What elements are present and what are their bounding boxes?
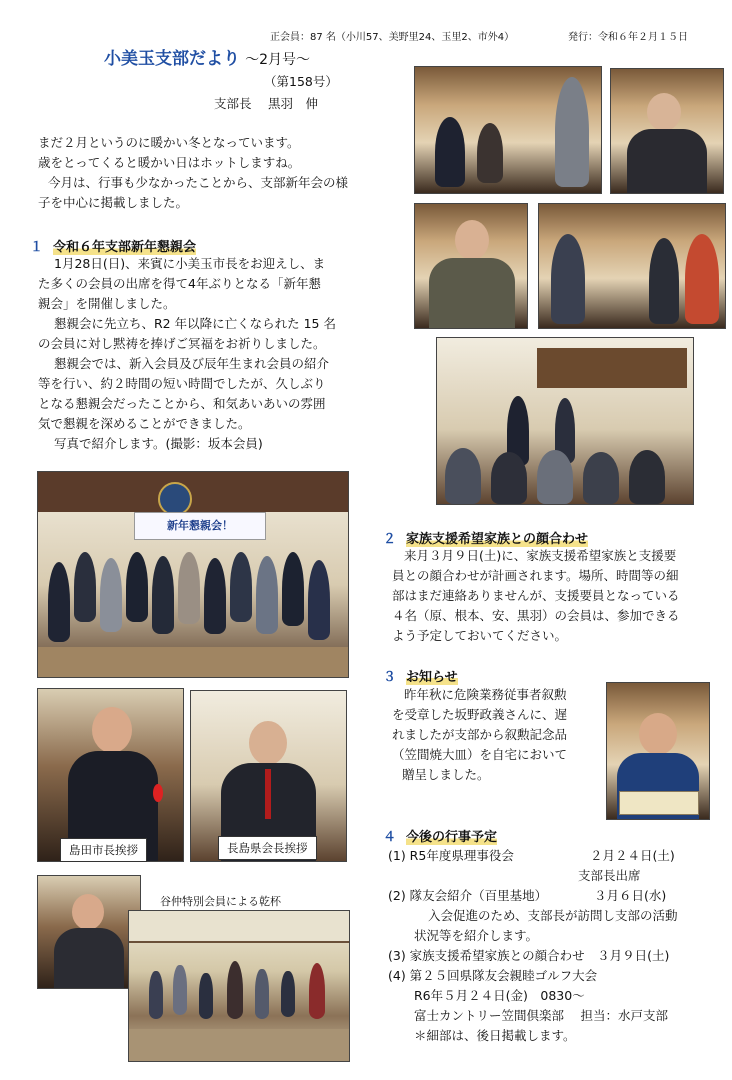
person [555,77,589,187]
person [435,117,465,187]
body-line: 写真で紹介します。(撮影：坂本会員) [54,436,263,451]
body-line: 員との顔合わせが計画されます。場所、時間等の細 [392,568,679,583]
section-number: ３ [383,670,397,685]
schedule-item-2-note: 状況等を紹介します。 [414,928,539,943]
schedule-item-2-note: 入会促進のため、支部長が訪問し支部の活動 [428,908,678,923]
person [178,552,200,624]
person [126,552,148,622]
body-line: 来月３月９日(土)に、家族支援希望家族と支援要 [404,548,677,563]
person [256,556,278,634]
schedule-item-2: (2) 隊友会紹介（百里基地） [388,888,548,903]
section1-body [38,254,368,454]
group-people [48,552,338,642]
person [149,971,163,1019]
schedule-item-1: (1) R5年度県理事役会 [388,848,514,863]
speaker-face [92,707,132,753]
party-photo-4 [538,203,726,329]
schedule-item-3: (3) 家族支援希望家族との顔合わせ ３月９日(土) [388,948,670,963]
gift-box [619,791,699,815]
intro-line: 子を中心に掲載しました。 [38,195,189,210]
person [308,560,330,640]
recipient-face [639,713,677,755]
person [173,965,187,1015]
section-number: １ [30,240,44,255]
intro-text [38,133,368,213]
person [491,452,527,504]
body-line: ４名（原、根本、安、黒羽）の会員は、参加できる [392,608,680,623]
schedule-item-4-date: R6年５月２４日(金) 0830～ [414,988,585,1003]
person [255,969,269,1019]
schedule-item-2-date: ３月６日(水) [594,888,667,903]
intro-line: 歳をとってくると暖かい日はホットしますね。 [38,155,301,170]
ceiling [129,911,349,943]
speaker-face [647,93,681,131]
body-line: の会員に対し黙祷を捧げご冥福をお祈りしました。 [38,336,326,351]
person [282,552,304,626]
speaker-suit [54,928,124,988]
person [152,556,174,634]
speaker-face [72,894,104,930]
person [199,973,213,1019]
member-count: 正会員：87 名（小川57、美野里24、玉里2、市外4） [270,32,515,43]
newsletter-month: ～2月号～ [245,52,311,68]
person [309,963,325,1019]
section-number: ２ [383,532,397,547]
body-line: れましたが支部から叙勲記念品 [392,727,568,742]
person [477,123,503,183]
person [583,452,619,504]
emblem-icon [158,482,192,516]
section2-body [392,546,712,646]
intro-line: まだ２月というのに暖かい冬となっています。 [38,135,300,150]
body-line: を受章した坂野政義さんに、遅 [392,707,568,722]
floor [129,1029,349,1061]
toast-speaker-photo [37,875,141,989]
person [230,552,252,622]
person [204,558,226,634]
stage-curtain [38,472,348,512]
speaker-face [249,721,287,765]
caption-toast: 谷仲特別会員による乾杯 [160,895,281,908]
person [48,562,70,642]
issue-date: 発行：令和６年２月１５日 [568,32,688,43]
person [227,961,243,1019]
party-photo-2 [610,68,724,194]
wall-panel [537,348,687,388]
section-title: お知らせ [406,670,458,685]
person [537,450,573,504]
person [100,558,122,632]
body-line: 親会」を開催しました。 [38,296,176,311]
schedule-item-4-venue: 富士カントリー笠間倶楽部 担当：水戸支部 [414,1008,668,1023]
floor [38,647,348,677]
person [629,450,665,504]
intro-line: 今月は、行事も少なかったことから、支部新年会の様 [48,175,349,190]
caption-pref-chair: 長島県会長挨拶 [218,836,317,860]
speaker-suit [627,129,707,193]
award-photo [606,682,710,820]
speaker-suit [429,258,515,328]
body-line: 部はまだ連絡ありませんが、支援要員となっている [392,588,680,603]
group-photo [37,471,349,678]
body-line: 等を行い、約２時間の短い時間でしたが、久しぶり [38,376,326,391]
person [445,448,481,504]
speaker-face [455,220,489,260]
party-photo-3 [414,203,528,329]
section-number: ４ [383,830,397,845]
section4-heading [383,826,497,845]
person [551,234,585,324]
body-line: となる懇親会だったことから、和気あいあいの雰囲 [38,396,326,411]
issue-number: （第158号） [264,74,338,89]
hall-people [149,961,329,1021]
author: 支部長 黒羽 伸 [214,96,318,111]
body-line: （笠間焼大皿）を自宅において [392,747,568,762]
mayor-photo [37,688,184,862]
section-title: 今後の行事予定 [406,830,498,845]
section1-heading [30,236,196,255]
newsletter-title: 小美玉支部だより [104,49,240,69]
body-line: 昨年秋に危険業務従事者叙勲 [404,687,567,702]
event-banner: 新年懇親会！ [134,512,266,540]
body-line: よう予定しておいてください。 [392,628,568,643]
body-line: 気で懇親を深めることができました。 [38,416,251,431]
section-title: 家族支援希望家族との顔合わせ [406,532,589,547]
party-photo-1 [414,66,602,194]
person [281,971,295,1017]
caption-mayor: 島田市長挨拶 [60,838,147,862]
party-photo-5 [436,337,694,505]
person [74,552,96,622]
schedule-item-4: (4) 第２５回県隊友会親睦ゴルフ大会 [388,968,598,983]
schedule-item-1-date: ２月２４日(土) [590,848,675,863]
body-line: 1月28日(日)、来賓に小美玉市長をお迎えし、ま [54,256,326,271]
section3-body [392,685,602,785]
body-line: た多くの会員の出席を得て4年ぶりとなる「新年懇 [38,276,321,291]
section2-heading [383,528,588,547]
schedule-footnote: ＊細部は、後日掲載します。 [414,1028,576,1043]
person [649,238,679,324]
person [685,234,719,324]
rosette-icon [153,784,163,802]
body-line: 懇親会では、新入会員及び辰年生まれ会員の紹介 [54,356,330,371]
section-title: 令和６年支部新年懇親会 [53,240,197,255]
tie [265,769,271,819]
schedule-item-1-note: 支部長出席 [578,868,641,883]
body-line: 懇親会に先立ち、R2 年以降に亡くなられた 15 名 [54,316,336,331]
newsletter-title-block [104,44,310,69]
body-line: 贈呈しました。 [402,767,490,782]
section3-heading [383,666,458,685]
toast-hall-photo [128,910,350,1062]
